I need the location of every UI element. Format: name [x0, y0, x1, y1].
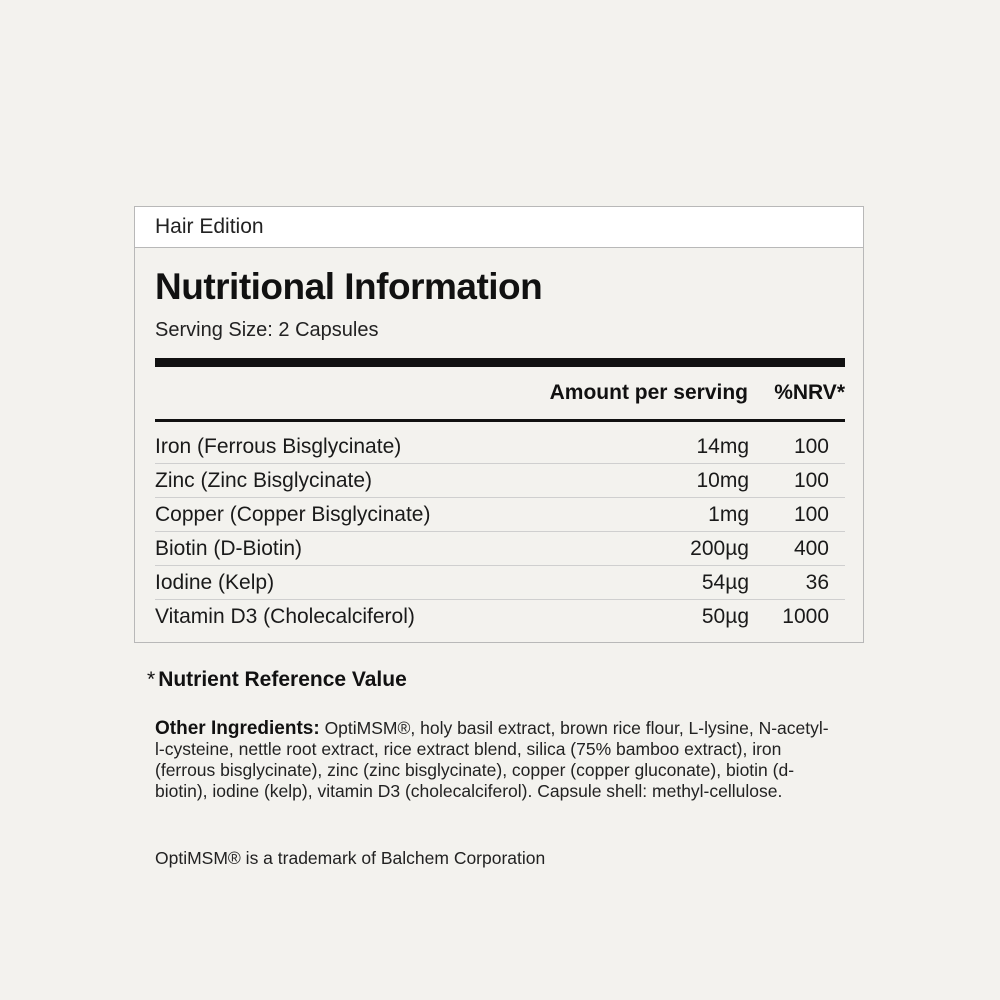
other-ingredients [155, 718, 835, 802]
nutrient-table [155, 430, 845, 633]
footnote-text: Nutrient Reference Value [158, 668, 407, 691]
table-row [155, 532, 845, 566]
column-header-amount: Amount per serving [549, 381, 748, 404]
nutrient-nrv: 100 [793, 434, 829, 458]
panel-body [135, 264, 863, 633]
nutrient-amount: 1mg [708, 502, 749, 526]
nutrient-nrv: 400 [793, 536, 829, 560]
nutrient-amount: 10mg [696, 468, 749, 492]
table-row [155, 464, 845, 498]
nutrient-nrv: 100 [793, 502, 829, 526]
nutrient-name: Vitamin D3 (Cholecalciferol) [155, 604, 415, 628]
ingredients-label: Other Ingredients: [155, 718, 320, 739]
edition-label: Hair Edition [135, 207, 863, 248]
nutrient-name: Zinc (Zinc Bisglycinate) [155, 468, 373, 492]
header-divider [155, 419, 845, 422]
page-title: Nutritional Information [155, 266, 543, 307]
nutrient-nrv: 1000 [782, 604, 829, 628]
trademark-notice: OptiMSM® is a trademark of Balchem Corporation [155, 848, 546, 868]
nutrient-nrv: 100 [793, 468, 829, 492]
thick-divider [155, 358, 845, 367]
table-row [155, 600, 845, 633]
nutrient-amount: 14mg [696, 434, 749, 458]
table-header [155, 367, 845, 419]
table-row [155, 566, 845, 600]
ingredients-text: OptiMSM®, holy basil extract, brown rice flour, L-lysine, N-acetyl-l-cysteine, nettle root extract, rice extract blend, silica (75% bamboo extract), iron (ferrous bisglycinate), zinc (zinc bisglycinate), copper (copper gluconate), biotin (d-biotin), iodine (kelp), vitamin D3 (cholecalciferol). Capsule shell: methyl-cellulose. [155, 718, 829, 801]
nutrient-name: Copper (Copper Bisglycinate) [155, 502, 431, 526]
table-row [155, 498, 845, 532]
nutrient-amount: 200µg [690, 536, 749, 560]
column-header-nrv: %NRV* [774, 381, 845, 404]
nutrient-amount: 50µg [701, 604, 749, 628]
nutrient-name: Biotin (D-Biotin) [155, 536, 303, 560]
nutrition-panel [134, 206, 864, 643]
nutrient-name: Iron (Ferrous Bisglycinate) [155, 434, 402, 458]
nutrient-nrv: 36 [805, 570, 829, 594]
nutrient-name: Iodine (Kelp) [155, 570, 275, 594]
table-row [155, 430, 845, 464]
nutrient-amount: 54µg [701, 570, 749, 594]
footnote-marker: * [147, 668, 156, 691]
nrv-footnote [147, 668, 407, 692]
serving-size: Serving Size: 2 Capsules [155, 319, 379, 341]
